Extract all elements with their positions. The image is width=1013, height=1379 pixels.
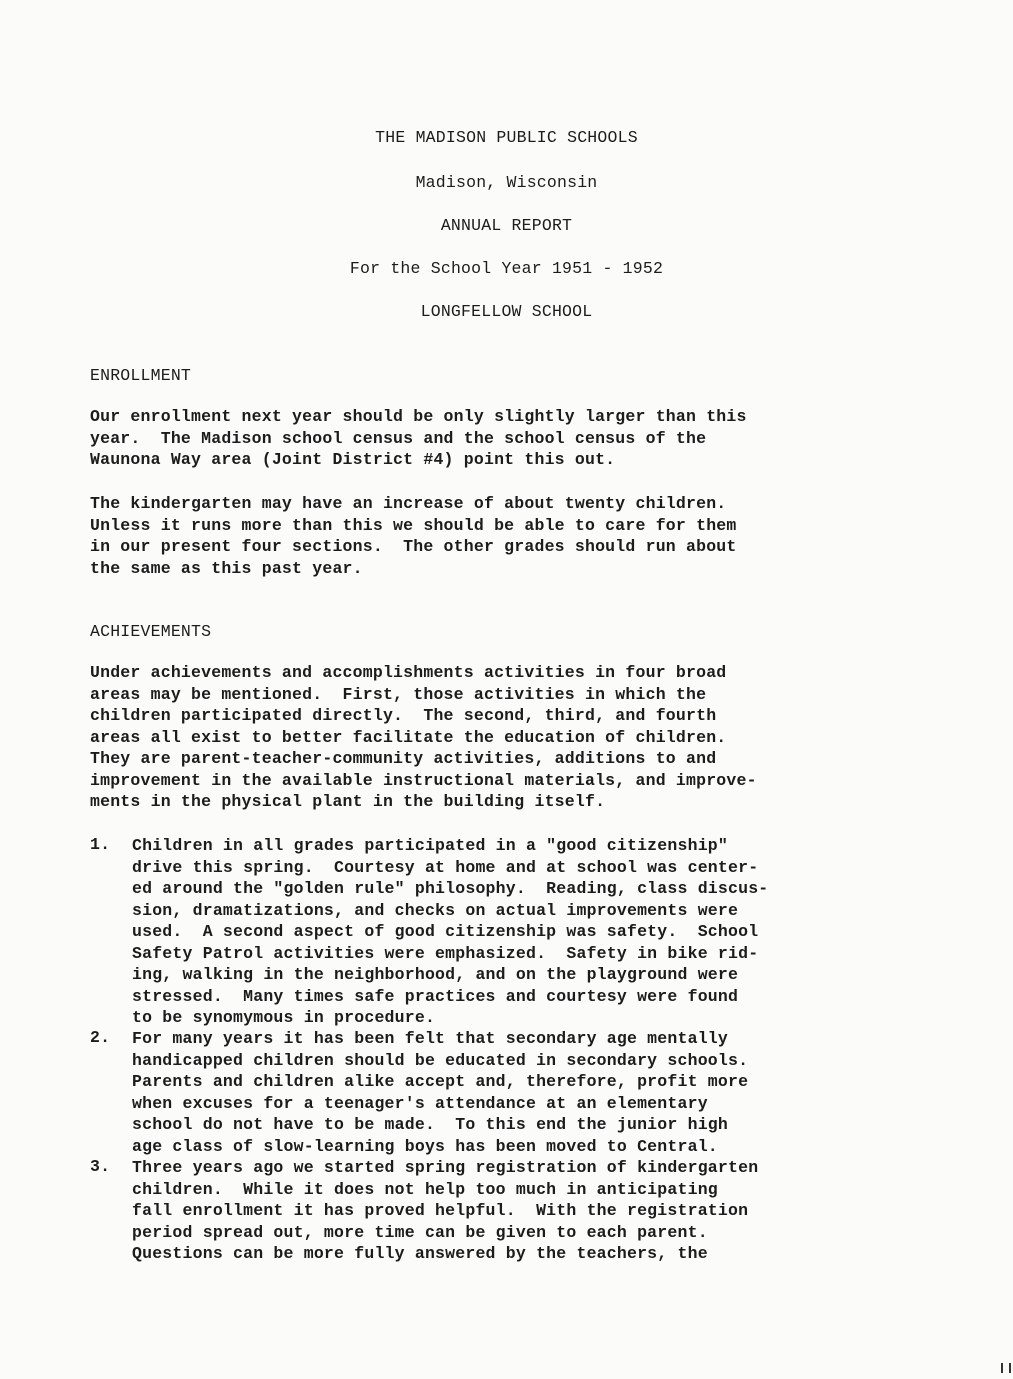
text-line: improvement in the available instructional materials, and improve-	[90, 770, 757, 790]
text-line: ed around the "golden rule" philosophy. Reading, class discus-	[132, 879, 769, 898]
text-line: Children in all grades participated in a "good citizenship"	[132, 836, 728, 855]
text-line: ing, walking in the neighborhood, and on the playground were	[132, 965, 739, 984]
text-line: fall enrollment it has proved helpful. With the registration	[132, 1201, 749, 1220]
text-line: Under achievements and accomplishments activities in four broad	[90, 663, 727, 682]
scan-edge-mark	[1001, 1363, 1011, 1373]
text-line: children participated directly. The second, third, and fourth	[90, 706, 717, 725]
achievements-intro	[90, 662, 810, 813]
text-line: year. The Madison school census and the school census of the	[90, 428, 707, 448]
item-number: 1.	[90, 835, 111, 854]
text-line: Safety Patrol activities were emphasized. Safety in bike rid-	[132, 943, 759, 963]
text-line: to be synomymous in procedure.	[132, 1008, 436, 1027]
item-body	[132, 1028, 822, 1157]
district-title: THE MADISON PUBLIC SCHOOLS	[375, 128, 638, 147]
text-line: school do not have to be made. To this end the junior high	[132, 1115, 728, 1134]
item-number: 3.	[90, 1157, 111, 1176]
text-line: the same as this past year.	[90, 558, 363, 578]
item-number: 2.	[90, 1028, 111, 1047]
text-line: drive this spring. Courtesy at home and at school was center-	[132, 857, 759, 877]
enrollment-paragraph-2	[90, 493, 810, 579]
enrollment-paragraph-1	[90, 406, 810, 471]
text-line: For many years it has been felt that secondary age mentally	[132, 1029, 728, 1048]
text-line: areas all exist to better facilitate the education of children.	[90, 727, 727, 747]
text-line: used. A second aspect of good citizenship was safety. School	[132, 922, 759, 941]
text-line: children. While it does not help too much in anticipating	[132, 1179, 718, 1199]
text-line: Unless it runs more than this we should be able to care for them	[90, 515, 737, 535]
text-line: The kindergarten may have an increase of about twenty children.	[90, 494, 727, 513]
text-line: age class of slow-learning boys has been moved to Central.	[132, 1136, 718, 1156]
text-line: period spread out, more time can be given to each parent.	[132, 1222, 708, 1242]
city-line: Madison, Wisconsin	[415, 173, 598, 192]
text-line: in our present four sections. The other grades should run about	[90, 537, 737, 556]
text-line: Parents and children alike accept and, therefore, profit more	[132, 1072, 749, 1091]
report-title: ANNUAL REPORT	[440, 216, 573, 235]
achievements-heading: ACHIEVEMENTS	[90, 622, 212, 641]
text-line: sion, dramatizations, and checks on actual improvements were	[132, 900, 739, 920]
item-body	[132, 835, 822, 1029]
text-line: when excuses for a teenager's attendance at an elementary	[132, 1093, 708, 1113]
school-name: LONGFELLOW SCHOOL	[420, 302, 593, 321]
text-line: Questions can be more fully answered by the teachers, the	[132, 1244, 708, 1263]
text-line: They are parent-teacher-community activities, additions to and	[90, 749, 717, 768]
text-line: Our enrollment next year should be only slightly larger than this	[90, 407, 747, 426]
text-line: handicapped children should be educated in secondary schools.	[132, 1050, 749, 1070]
enrollment-heading: ENROLLMENT	[90, 366, 192, 385]
text-line: Waunona Way area (Joint District #4) point this out.	[90, 450, 616, 469]
item-body	[132, 1157, 822, 1265]
text-line: ments in the physical plant in the building itself.	[90, 792, 606, 811]
text-line: stressed. Many times safe practices and courtesy were found	[132, 986, 739, 1006]
school-year-line: For the School Year 1951 - 1952	[349, 259, 664, 278]
text-line: areas may be mentioned. First, those activities in which the	[90, 684, 707, 704]
text-line: Three years ago we started spring registration of kindergarten	[132, 1158, 759, 1177]
